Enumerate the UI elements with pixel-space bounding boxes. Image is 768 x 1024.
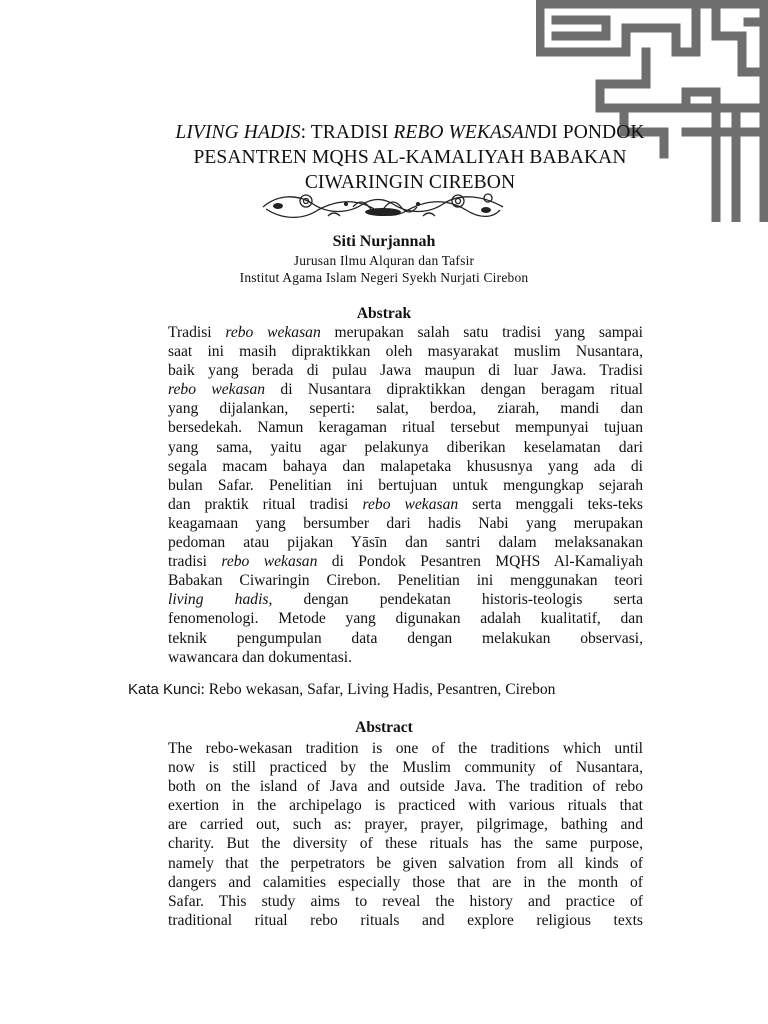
text-line: living hadis, dengan pendekatan historis-teologis serta (168, 591, 644, 609)
keywords-label: Kata Kunci (128, 681, 201, 698)
text-line: namely that the perpetrators be given salvation from all kinds of (168, 854, 643, 872)
italic-term: living hadis (168, 591, 269, 609)
text-line: exertion in the archipelago is practiced with various rituals that (168, 797, 643, 815)
text-line: are carried out, such as: prayer, prayer, pilgrimage, bathing and (168, 816, 643, 834)
keywords-value: : Rebo wekasan, Safar, Living Hadis, Pesantren, Cirebon (200, 681, 556, 698)
text-line: yang sama, yaitu agar pelakunya diberikan keselamatan dari (168, 438, 643, 456)
text-line: both on the island of Java and outside Java. The tradition of rebo (168, 778, 643, 796)
text-line: charity. But the diversity of these rituals has the same purpose, (168, 835, 643, 853)
text-line: teknik pengumpulan data dengan melakukan observasi, (168, 629, 643, 647)
title-text: : TRADISI (300, 122, 394, 143)
abstrak-body (168, 323, 643, 667)
text-line: keagamaan yang bersumber dari hadis Nabi yang merupakan (168, 514, 643, 532)
text-line: pedoman atau pijakan Yāsīn dan santri dalam melaksanakan (168, 534, 643, 552)
text-line: rebo wekasan di Nusantara dipraktikkan dengan beragam ritual (168, 381, 644, 399)
italic-term: rebo wekasan (221, 553, 318, 571)
text-line: yang dijalankan, seperti: salat, berdoa, ziarah, mandi dan (168, 400, 643, 418)
title-line-1 (130, 120, 690, 145)
text-line: baik yang berada di pulau Jawa maupun di luar Jawa. Tradisi (168, 362, 643, 380)
title-line-2: PESANTREN MQHS AL-KAMALIYAH BABAKAN (193, 147, 627, 168)
text-line: dangers and calamities especially those that are in the month of (168, 873, 643, 891)
text-line: bersedekah. Namun keragaman ritual tersebut mempunyai tujuan (168, 419, 643, 437)
text-line: dan praktik ritual tradisi rebo wekasan serta menggali teks-teks (168, 495, 643, 513)
text-line: bulan Safar. Penelitian ini bertujuan untuk mengungkap sejarah (168, 476, 643, 494)
floral-divider-icon (258, 190, 508, 224)
italic-term: rebo wekasan (168, 381, 266, 399)
paper-title (130, 120, 690, 195)
title-line-3: CIWARINGIN CIREBON (304, 172, 516, 193)
author-department: Jurusan Ilmu Alquran dan Tafsir (293, 253, 475, 268)
text-line: fenomenologi. Metode yang digunakan adalah kualitatif, dan (168, 610, 643, 628)
text-line: now is still practiced by the Muslim community of Nusantara, (168, 759, 643, 777)
text-line: Babakan Ciwaringin Cirebon. Penelitian ini menggunakan teori (168, 572, 643, 590)
author-name: Siti Nurjannah (332, 233, 436, 250)
abstrak-heading: Abstrak (356, 305, 412, 322)
text-line: traditional ritual rebo rituals and explore religious texts (168, 911, 643, 929)
author-institution: Institut Agama Islam Negeri Syekh Nurjati Cirebon (239, 270, 529, 285)
text-line: tradisi rebo wekasan di Pondok Pesantren MQHS Al-Kamaliyah (168, 553, 643, 571)
title-italic-living-hadis: LIVING HADIS (175, 122, 301, 143)
italic-term: rebo wekasan (225, 324, 321, 341)
text-line: Safar. This study aims to reveal the history and practice of (168, 892, 643, 910)
title-text: DI PONDOK (537, 122, 645, 143)
text-line: segala macam bahaya dan malapetaka khususnya yang ada di (168, 457, 643, 475)
abstract-heading: Abstract (355, 719, 413, 736)
keywords (128, 681, 555, 699)
italic-term: rebo wekasan (362, 495, 459, 513)
abstract-body (168, 739, 643, 930)
text-line: saat ini masih dipraktikkan oleh masyarakat muslim Nusantara, (168, 343, 643, 361)
title-italic-rebo-wekasan: REBO WEKASAN (393, 122, 537, 143)
text-line: The rebo-wekasan tradition is one of the traditions which until (168, 740, 643, 757)
text-line: wawancara dan dokumentasi. (168, 648, 353, 666)
text-line: Tradisi rebo wekasan merupakan salah satu tradisi yang sampai (168, 324, 643, 341)
